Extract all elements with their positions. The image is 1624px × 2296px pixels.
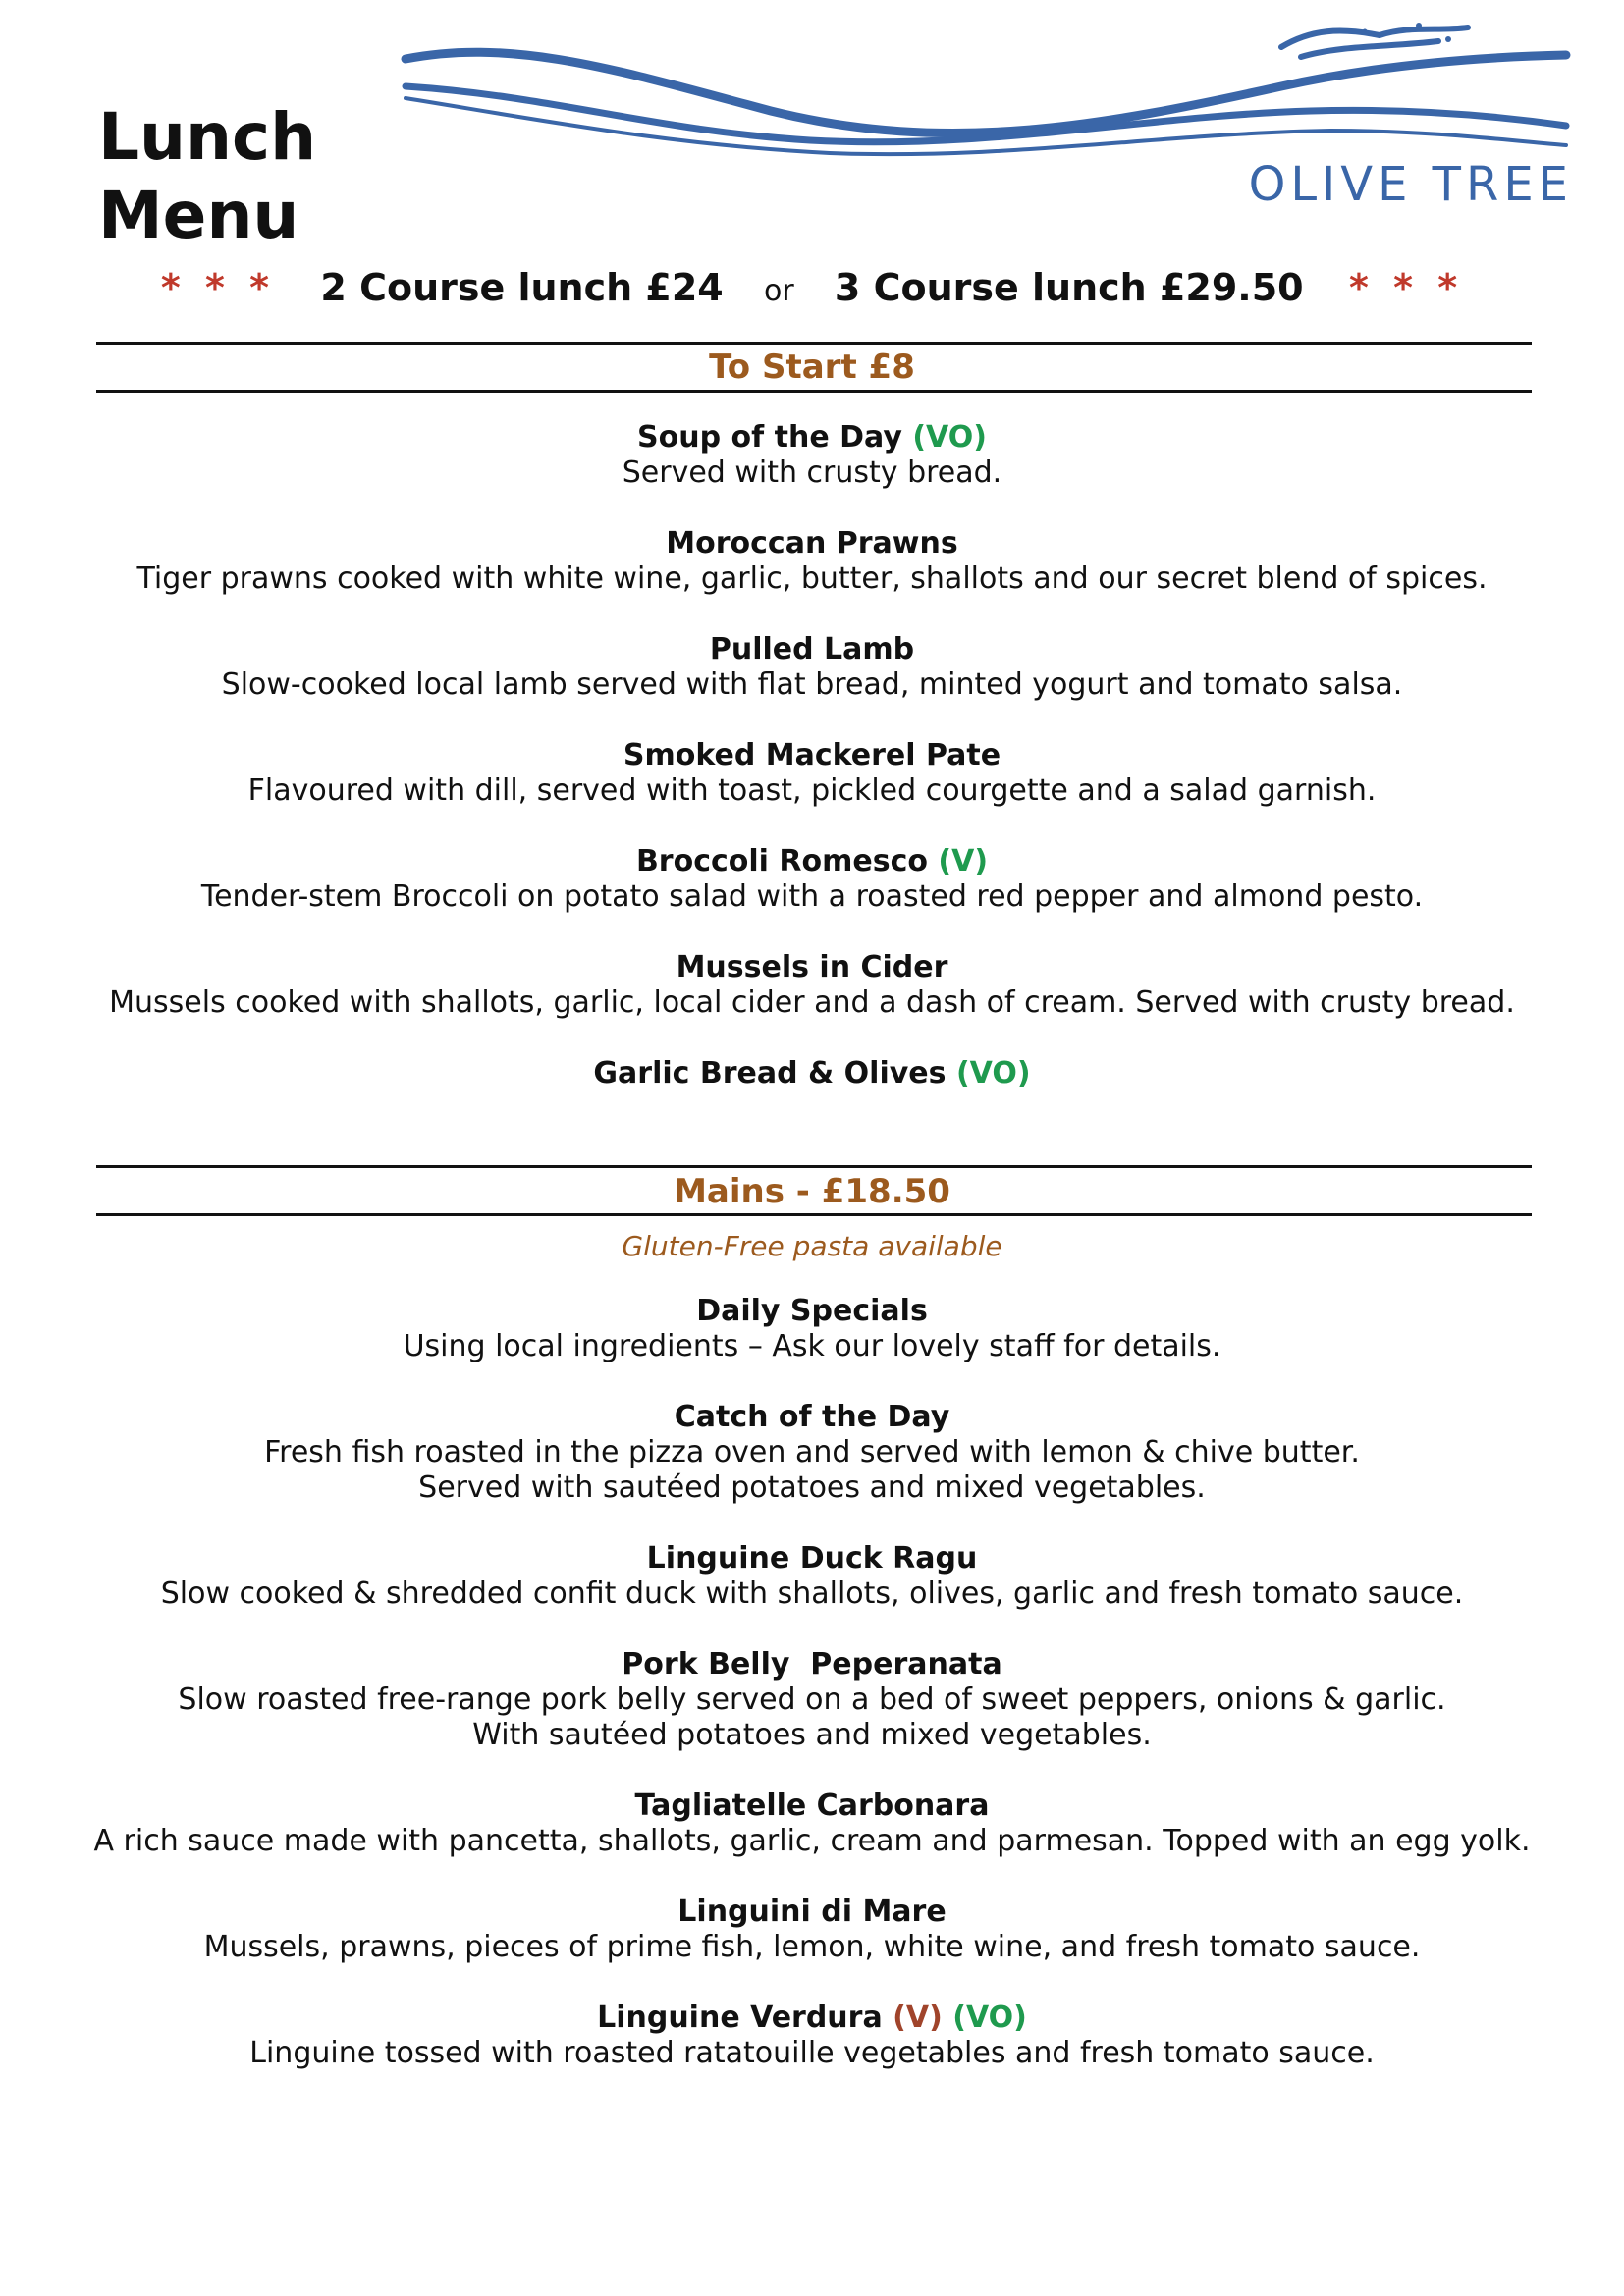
item-name: Mussels in Cider (676, 950, 948, 985)
stars-left: * * * (160, 266, 275, 309)
divider-bottom-mains (96, 1213, 1532, 1216)
item-name: Pulled Lamb (709, 632, 915, 667)
menu-item (0, 2001, 1624, 2071)
three-course-offer: 3 Course lunch £29.50 (834, 266, 1304, 309)
menu-item (0, 1294, 1624, 1364)
offer-or: or (763, 274, 794, 308)
item-description-2: Served with sautéed potatoes and mixed vegetables. (418, 1470, 1206, 1505)
item-name: Daily Specials (696, 1294, 928, 1328)
menu-item (0, 1789, 1624, 1859)
menu-item (0, 526, 1624, 597)
item-description: Linguine tossed with roasted ratatouille vegetables and fresh tomato sauce. (249, 2036, 1375, 2070)
item-description: A rich sauce made with pancetta, shallots, garlic, cream and parmesan. Topped with an egg yolk. (93, 1824, 1531, 1858)
item-name: Linguine Duck Ragu (646, 1541, 978, 1575)
item-description: Mussels cooked with shallots, garlic, local cider and a dash of cream. Served with crusty bread. (109, 986, 1515, 1020)
divider-bottom-starters (96, 390, 1532, 393)
item-name: Moroccan Prawns (666, 526, 958, 561)
menu-item (0, 844, 1624, 915)
menu-item (0, 1056, 1624, 1092)
stars-right: * * * (1349, 266, 1464, 309)
mains-heading: Mains - £18.50 (674, 1172, 950, 1211)
starters-list (0, 420, 1624, 1127)
two-course-offer: 2 Course lunch £24 (320, 266, 724, 309)
menu-item (0, 420, 1624, 491)
vegan-option-tag: (VO) (912, 420, 987, 454)
item-description: Slow roasted free-range pork belly served on a bed of sweet peppers, onions & garlic. (178, 1682, 1446, 1717)
item-description: Flavoured with dill, served with toast, pickled courgette and a salad garnish. (247, 774, 1377, 808)
vegan-option-tag: (VO) (952, 2001, 1027, 2035)
page-title (98, 98, 316, 255)
vegan-option-tag: (VO) (955, 1056, 1031, 1091)
item-description: Tender-stem Broccoli on potato salad with a roasted red pepper and almond pesto. (200, 880, 1424, 914)
title-line-2: Menu (98, 178, 299, 253)
menu-item (0, 1400, 1624, 1506)
vegetarian-tag: (V) (938, 844, 989, 879)
brand-name: OLIVE TREE (1248, 157, 1573, 212)
item-name: Soup of the Day (637, 420, 902, 454)
menu-item (0, 1895, 1624, 1965)
menu-item (0, 1647, 1624, 1753)
item-name: Broccoli Romesco (635, 844, 928, 879)
starters-heading: To Start £8 (709, 347, 915, 387)
mains-list (0, 1294, 1624, 2107)
item-name: Linguine Verdura (597, 2001, 883, 2035)
divider-top-mains (96, 1165, 1532, 1168)
item-name: Linguini di Mare (677, 1895, 947, 1929)
item-name: Catch of the Day (674, 1400, 950, 1434)
item-description: Fresh fish roasted in the pizza oven and served with lemon & chive butter. (264, 1435, 1360, 1469)
logo-brush (1281, 27, 1468, 57)
item-description: Served with crusty bread. (622, 455, 1002, 490)
divider-top-starters (96, 342, 1532, 345)
item-name: Pork Belly Peperanata (622, 1647, 1002, 1682)
course-offer (0, 260, 1624, 319)
logo-wave-1 (406, 52, 1566, 133)
item-name: Smoked Mackerel Pate (623, 738, 1001, 773)
item-name: Tagliatelle Carbonara (634, 1789, 990, 1823)
menu-item (0, 950, 1624, 1021)
item-description: Slow cooked & shredded confit duck with shallots, olives, garlic and fresh tomato sauce. (160, 1576, 1464, 1611)
vegetarian-tag: (V) (893, 2001, 943, 2035)
item-name: Garlic Bread & Olives (593, 1056, 947, 1091)
title-line-1: Lunch (98, 99, 317, 175)
gluten-free-note: Gluten-Free pasta available (622, 1230, 1002, 1262)
item-description-2: With sautéed potatoes and mixed vegetables. (472, 1718, 1152, 1752)
menu-item (0, 1541, 1624, 1612)
item-description: Tiger prawns cooked with white wine, garlic, butter, shallots and our secret blend of spices. (136, 561, 1488, 596)
item-description: Mussels, prawns, pieces of prime fish, lemon, white wine, and fresh tomato sauce. (203, 1930, 1421, 1964)
menu-item (0, 632, 1624, 703)
menu-item (0, 738, 1624, 809)
item-description: Slow-cooked local lamb served with flat bread, minted yogurt and tomato salsa. (221, 667, 1403, 702)
item-description: Using local ingredients – Ask our lovely staff for details. (403, 1329, 1221, 1363)
